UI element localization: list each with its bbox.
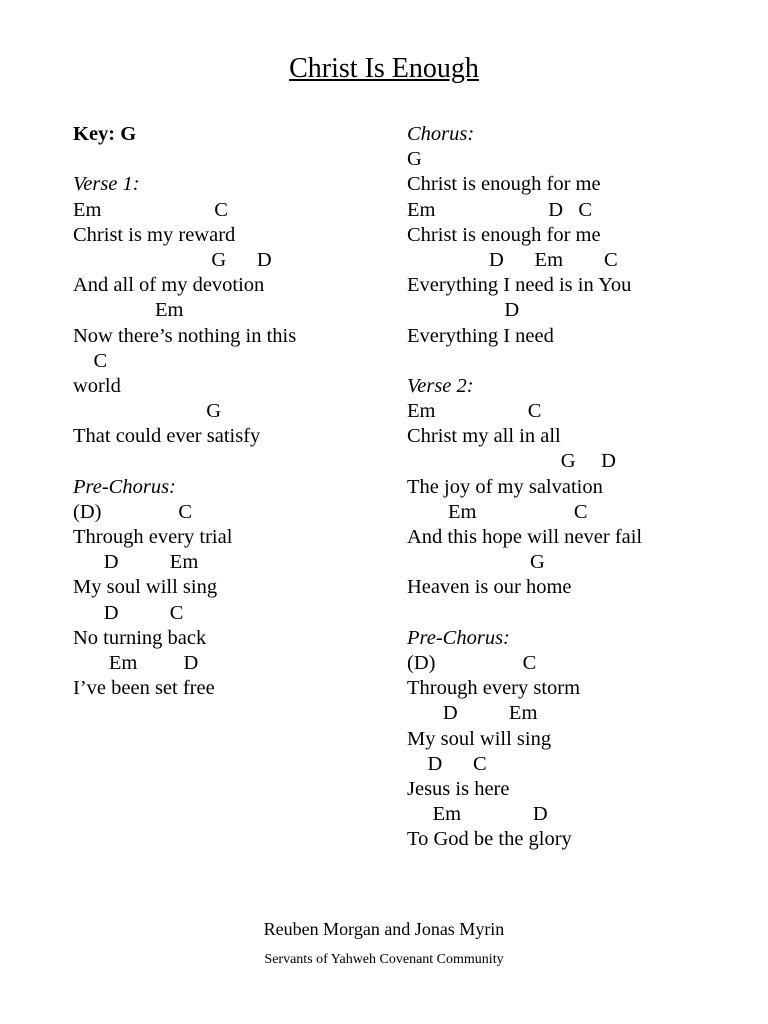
lyric-line: Through every storm (407, 677, 581, 700)
chord-line: G (407, 148, 422, 171)
songwriter-credit: Reuben Morgan and Jonas Myrin (263, 919, 505, 939)
chord-line: Em D (73, 651, 199, 674)
lyric-line: Everything I need is in You (407, 274, 632, 297)
chord-line: Em (73, 299, 184, 322)
section-heading: Pre-Chorus: (407, 626, 510, 649)
chord-line: G D (407, 450, 616, 473)
lyric-line: The joy of my salvation (407, 475, 603, 498)
lyric-line: I’ve been set free (73, 677, 215, 700)
section-heading: Verse 2: (407, 374, 474, 397)
chord-line: Em C (407, 400, 542, 423)
chord-line: (D) C (407, 651, 537, 674)
chord-line: D Em C (407, 248, 618, 271)
chord-line: C (73, 349, 108, 372)
lyric-line: Now there’s nothing in this (73, 324, 297, 347)
lyric-line: Christ is enough for me (407, 223, 601, 246)
chord-line: D Em (73, 551, 199, 574)
chord-line: D (407, 299, 520, 322)
chord-line: D Em (407, 702, 538, 725)
lyric-line: Through every trial (73, 526, 233, 548)
lyric-line: That could ever satisfy (73, 425, 261, 448)
lyric-line: Jesus is here (407, 777, 510, 800)
section-heading: Chorus: (407, 123, 475, 145)
chord-line: Em D (407, 803, 548, 826)
community-name: Servants of Yahweh Covenant Community (264, 952, 504, 967)
left-column (73, 122, 393, 701)
right-column (407, 122, 747, 852)
lyric-line: Christ my all in all (407, 425, 561, 448)
blank-line (73, 147, 393, 172)
lyric-line: No turning back (73, 626, 207, 649)
blank-line (407, 601, 747, 626)
key-label: Key: G (73, 123, 137, 145)
chord-line: Em C (73, 198, 228, 221)
section-heading: Verse 1: (73, 173, 140, 196)
lyric-line: And this hope will never fail (407, 526, 643, 548)
section-heading: Pre-Chorus: (73, 475, 176, 498)
blank-line (73, 449, 393, 474)
chord-line: G (407, 551, 545, 574)
lyric-line: My soul will sing (73, 576, 218, 599)
lyric-line: Heaven is our home (407, 576, 572, 599)
lyric-line: Christ is my reward (73, 223, 236, 246)
chord-line: G (73, 400, 222, 423)
lyric-line: To God be the glory (407, 828, 572, 851)
lyric-line: My soul will sing (407, 727, 552, 750)
lyric-line: Christ is enough for me (407, 173, 601, 196)
blank-line (407, 349, 747, 374)
chord-line: D C (73, 601, 184, 624)
lyric-line: Everything I need (407, 324, 554, 347)
lyric-line: And all of my devotion (73, 274, 265, 297)
chord-line: D C (407, 752, 487, 775)
chord-line: (D) C (73, 500, 193, 523)
song-title: Christ Is Enough (289, 53, 479, 84)
chord-line: Em D C (407, 198, 593, 221)
chord-line: Em C (407, 500, 588, 523)
lyric-line: world (73, 374, 121, 397)
chord-line: G D (73, 248, 272, 271)
